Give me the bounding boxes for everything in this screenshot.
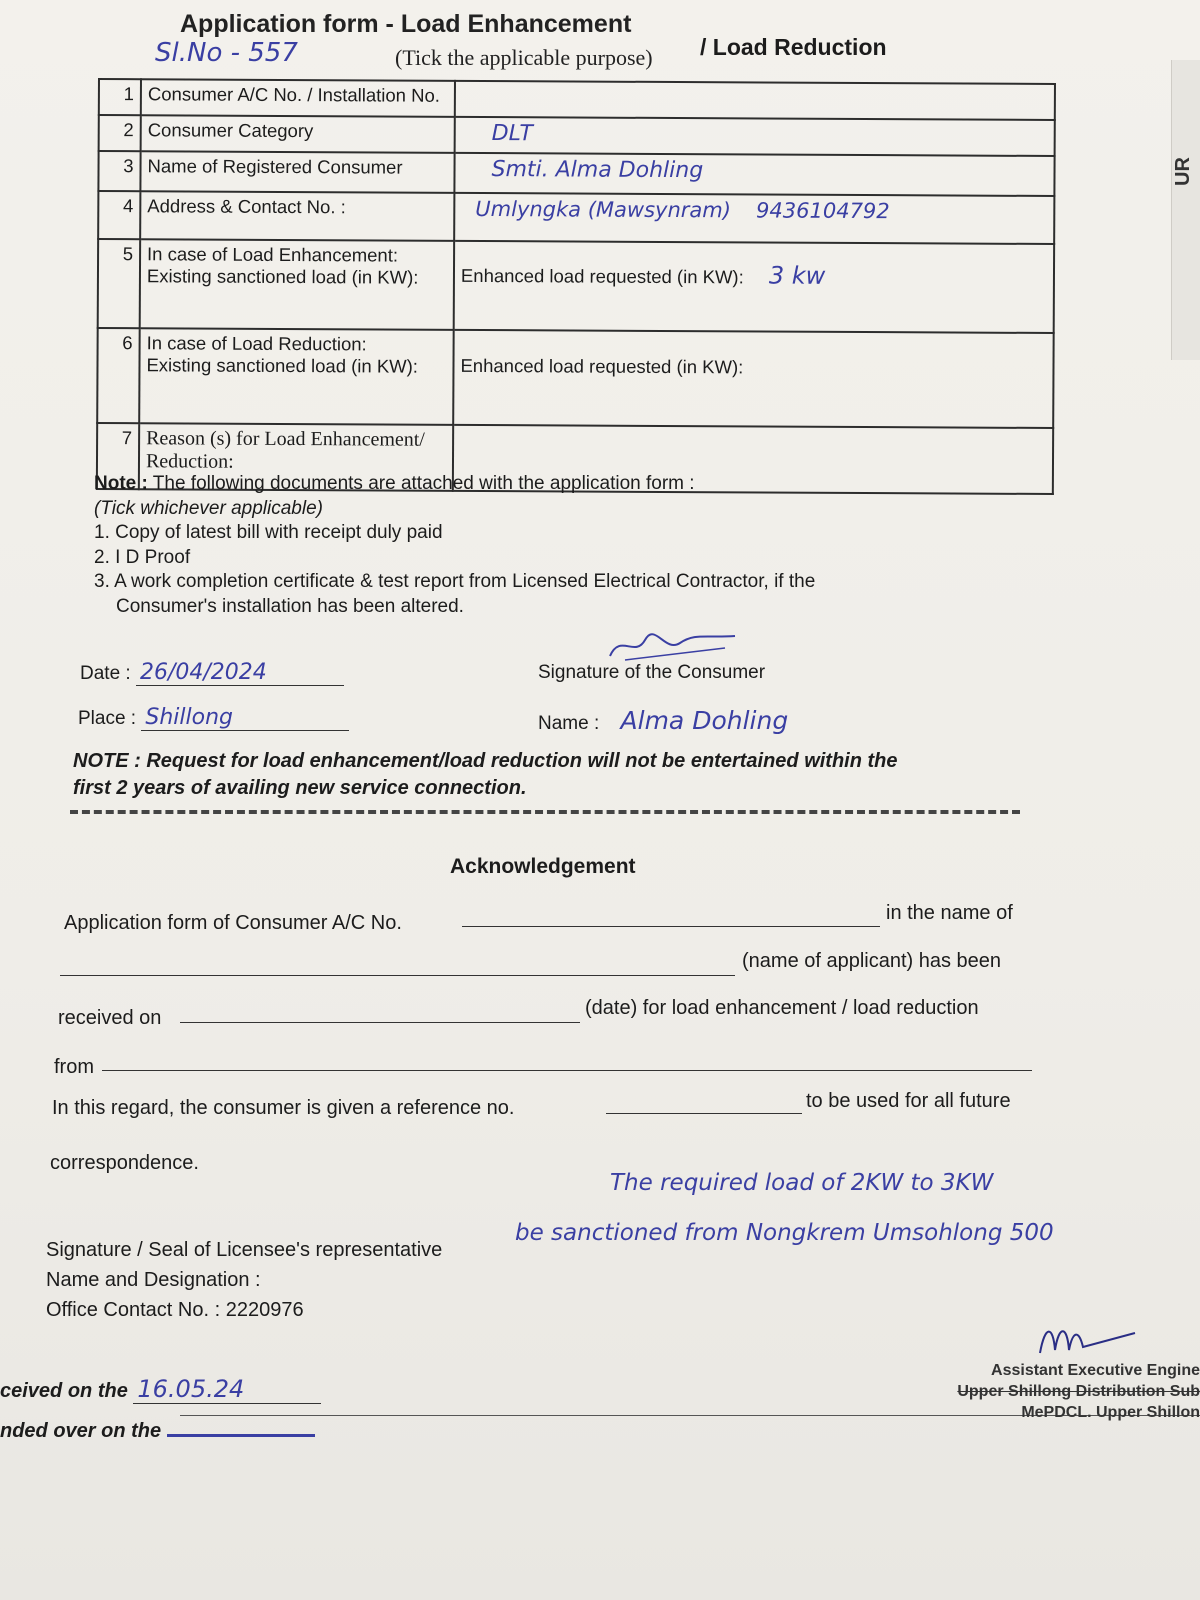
ack-ac-field[interactable] (462, 926, 880, 927)
eligibility-note-line: first 2 years of availing new service connection. (73, 777, 527, 799)
licensee-contact: Office Contact No. : 2220976 (46, 1299, 304, 1321)
note-heading-text: The following documents are attached with the application form : (152, 473, 695, 494)
eligibility-note (73, 748, 1033, 802)
note-item: Consumer's installation has been altered. (116, 595, 464, 617)
form-subtitle: (Tick the applicable purpose) (395, 45, 653, 70)
consumer-name-value: Smti. Alma Dohling (491, 157, 704, 184)
enhanced-load-field[interactable] (454, 241, 1054, 333)
reduced-load-field[interactable] (453, 330, 1053, 428)
date-label: Date : (80, 663, 131, 684)
table-row (98, 191, 1054, 244)
row-label: Consumer A/C No. / Installation No. (141, 79, 455, 117)
consumer-signature-label: Signature of the Consumer (538, 662, 766, 683)
row-number: 2 (99, 115, 141, 151)
row-number: 3 (98, 151, 140, 191)
ack-from-label: from (54, 1056, 94, 1078)
ack-received-date-field[interactable] (180, 1022, 580, 1023)
row-label: Address & Contact No. : (140, 191, 454, 241)
table-row (97, 328, 1053, 428)
received-on-field[interactable]: 16.05.24 (133, 1375, 321, 1404)
ack-correspondence-label: correspondence. (50, 1152, 199, 1174)
name-row (538, 706, 788, 735)
ack-reference-label: In this regard, the consumer is given a reference no. (52, 1097, 515, 1119)
edge-text: UR (1172, 157, 1195, 186)
row-number: 6 (97, 328, 139, 423)
acknowledgement-title: Acknowledgement (450, 855, 636, 878)
consumer-ac-field[interactable] (455, 81, 1055, 120)
row-label-line: Reason (s) for Load Enhancement/ (146, 427, 425, 451)
officer-signature-icon (1035, 1315, 1145, 1360)
row-number: 4 (98, 191, 140, 239)
row-label-line: In case of Load Enhancement: (147, 243, 399, 266)
row-label: Consumer Category (141, 115, 455, 153)
note-tick: (Tick whichever applicable) (94, 497, 323, 519)
officer-line: MePDCL. Upper Shillon (1021, 1404, 1200, 1421)
received-on-label: ceived on the (0, 1380, 128, 1402)
form-title: Application form - Load Enhancement (180, 10, 632, 38)
consumer-name-field[interactable] (454, 153, 1054, 196)
enhanced-load-value: 3 kw (768, 261, 826, 290)
handed-over-row (0, 1420, 315, 1443)
ack-name-of-label: in the name of (886, 902, 1013, 924)
table-row (99, 115, 1055, 156)
row-label-line: Reduction: (145, 450, 234, 473)
row-label-line: Existing sanctioned load (in KW): (146, 354, 419, 377)
contact-value: 9436104792 (756, 198, 890, 224)
place-field[interactable]: Shillong (141, 705, 349, 731)
licensee-block (46, 1235, 442, 1325)
name-label: Name : (538, 713, 600, 734)
place-row (78, 705, 349, 731)
form-title-reduction: / Load Reduction (700, 34, 887, 60)
note-heading: Note : (94, 473, 148, 494)
sanction-note-line: The required load of 2KW to 3KW (610, 1170, 994, 1196)
row-label (140, 239, 454, 330)
officer-line: Assistant Executive Engine (991, 1362, 1200, 1379)
row-number: 1 (99, 79, 141, 115)
address-field[interactable] (454, 193, 1054, 244)
licensee-signature-label: Signature / Seal of Licensee's representative (46, 1239, 443, 1261)
row-label (139, 328, 453, 425)
table-row (99, 79, 1055, 120)
name-field[interactable]: Alma Dohling (620, 706, 789, 735)
application-table (96, 78, 1056, 495)
eligibility-note-line: NOTE : Request for load enhancement/load reduction will not be entertained within the (73, 750, 898, 772)
licensee-designation-label: Name and Designation : (46, 1269, 261, 1291)
row-number: 7 (97, 423, 139, 489)
ack-purpose-label: (date) for load enhancement / load reduction (585, 997, 979, 1019)
ack-applicant-field[interactable] (60, 975, 735, 976)
officer-designation (930, 1360, 1200, 1423)
note-item: 1. Copy of latest bill with receipt duly paid (94, 522, 443, 543)
address-value: Umlyngka (Mawsynram) (475, 196, 732, 223)
place-label: Place : (78, 708, 137, 729)
handed-over-field[interactable] (167, 1434, 315, 1437)
documents-note (94, 472, 1044, 619)
enhanced-load-label: Enhanced load requested (in KW): (460, 264, 744, 288)
note-item: 2. I D Proof (94, 546, 191, 568)
received-on-row (0, 1375, 321, 1404)
adjacent-sheet-edge (1171, 60, 1200, 360)
category-value: DLT (491, 121, 533, 147)
date-row (80, 660, 344, 686)
cut-line (70, 810, 1020, 814)
table-row (98, 239, 1054, 333)
handed-over-label: nded over on the (0, 1420, 162, 1442)
row-label-line: Existing sanctioned load (in KW): (146, 265, 419, 288)
row-number: 5 (98, 239, 140, 328)
row-label: Name of Registered Consumer (140, 151, 454, 193)
ack-applicant-label: (name of applicant) has been (742, 950, 1002, 972)
row-label-line: In case of Load Reduction: (146, 332, 367, 355)
table-row (98, 151, 1054, 196)
consumer-category-field[interactable] (455, 117, 1055, 156)
ack-from-field[interactable] (102, 1070, 1032, 1071)
ack-future-label: to be used for all future (806, 1090, 1011, 1112)
sanction-note-line: be sanctioned from Nongkrem Umsohlong 500 (515, 1220, 1054, 1246)
note-item: 3. A work completion certificate & test report from Licensed Electrical Contractor, if the (94, 571, 816, 592)
reduced-load-label: Enhanced load requested (in KW): (460, 354, 744, 378)
ack-ac-label: Application form of Consumer A/C No. (64, 912, 402, 934)
ack-received-label: received on (58, 1007, 162, 1029)
date-field[interactable]: 26/04/2024 (136, 660, 344, 686)
consumer-signature-icon (605, 628, 745, 664)
serial-number: Sl.No - 557 (155, 38, 298, 68)
ack-reference-field[interactable] (606, 1113, 802, 1114)
officer-line: Upper Shillong Distribution Sub (957, 1383, 1200, 1400)
